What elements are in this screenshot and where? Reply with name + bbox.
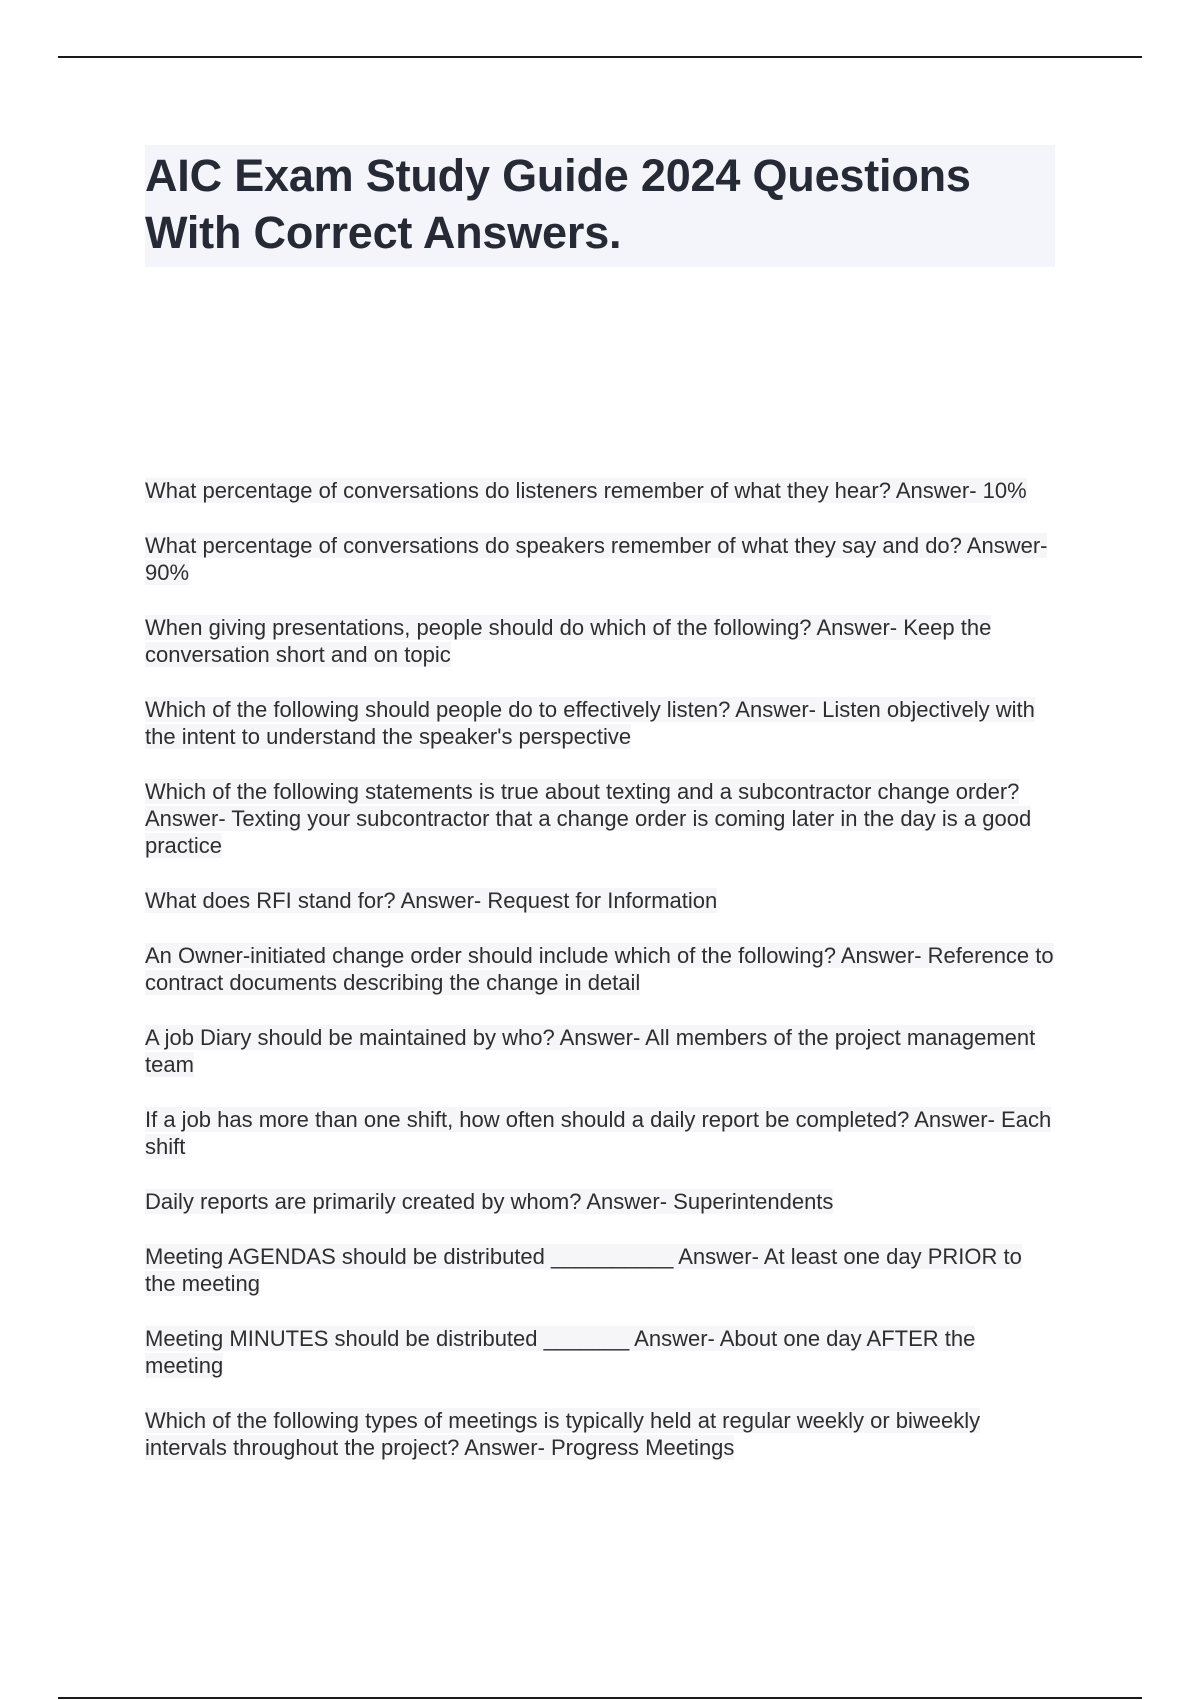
qa-text: Which of the following types of meetings is typically held at regular weekly or biweekly intervals throughout the project? Answer- Progress Meetings [145,1408,981,1460]
qa-text: Which of the following should people do to effectively listen? Answer- Listen objectively with the intent to understand the speaker's perspective [145,697,1035,749]
qa-item [145,1188,1055,1215]
qa-text: Meeting AGENDAS should be distributed __________ Answer- At least one day PRIOR to the meeting [145,1244,1022,1296]
qa-text: A job Diary should be maintained by who? Answer- All members of the project management team [145,1025,1036,1077]
qa-list [145,477,1055,1489]
qa-item [145,1024,1055,1078]
qa-item [145,1243,1055,1297]
qa-text: What percentage of conversations do listeners remember of what they hear? Answer- 10% [145,478,1027,503]
qa-text: If a job has more than one shift, how often should a daily report be completed? Answer- Each shift [145,1107,1052,1159]
qa-text: Daily reports are primarily created by whom? Answer- Superintendents [145,1189,834,1214]
qa-text: What does RFI stand for? Answer- Request for Information [145,888,718,913]
qa-item [145,614,1055,668]
qa-text: An Owner-initiated change order should include which of the following? Answer- Reference to contract documents describing the change in detail [145,943,1054,995]
title-block [145,145,1055,267]
top-rule [58,56,1142,58]
qa-text: When giving presentations, people should do which of the following? Answer- Keep the conversation short and on topic [145,615,992,667]
qa-item [145,696,1055,750]
document-title: AIC Exam Study Guide 2024 Questions With Correct Answers. [145,150,971,258]
qa-item [145,477,1055,504]
qa-item [145,532,1055,586]
qa-item [145,1407,1055,1461]
qa-item [145,1106,1055,1160]
qa-text: Which of the following statements is true about texting and a subcontractor change order? Answer- Texting your subcontractor that a change order is coming later in the day is a good practice [145,779,1032,858]
qa-item [145,942,1055,996]
bottom-rule [58,1697,1142,1699]
qa-item [145,887,1055,914]
qa-item [145,778,1055,859]
qa-text: Meeting MINUTES should be distributed _______ Answer- About one day AFTER the meeting [145,1326,976,1378]
qa-text: What percentage of conversations do speakers remember of what they say and do? Answer- 90% [145,533,1048,585]
qa-item [145,1325,1055,1379]
